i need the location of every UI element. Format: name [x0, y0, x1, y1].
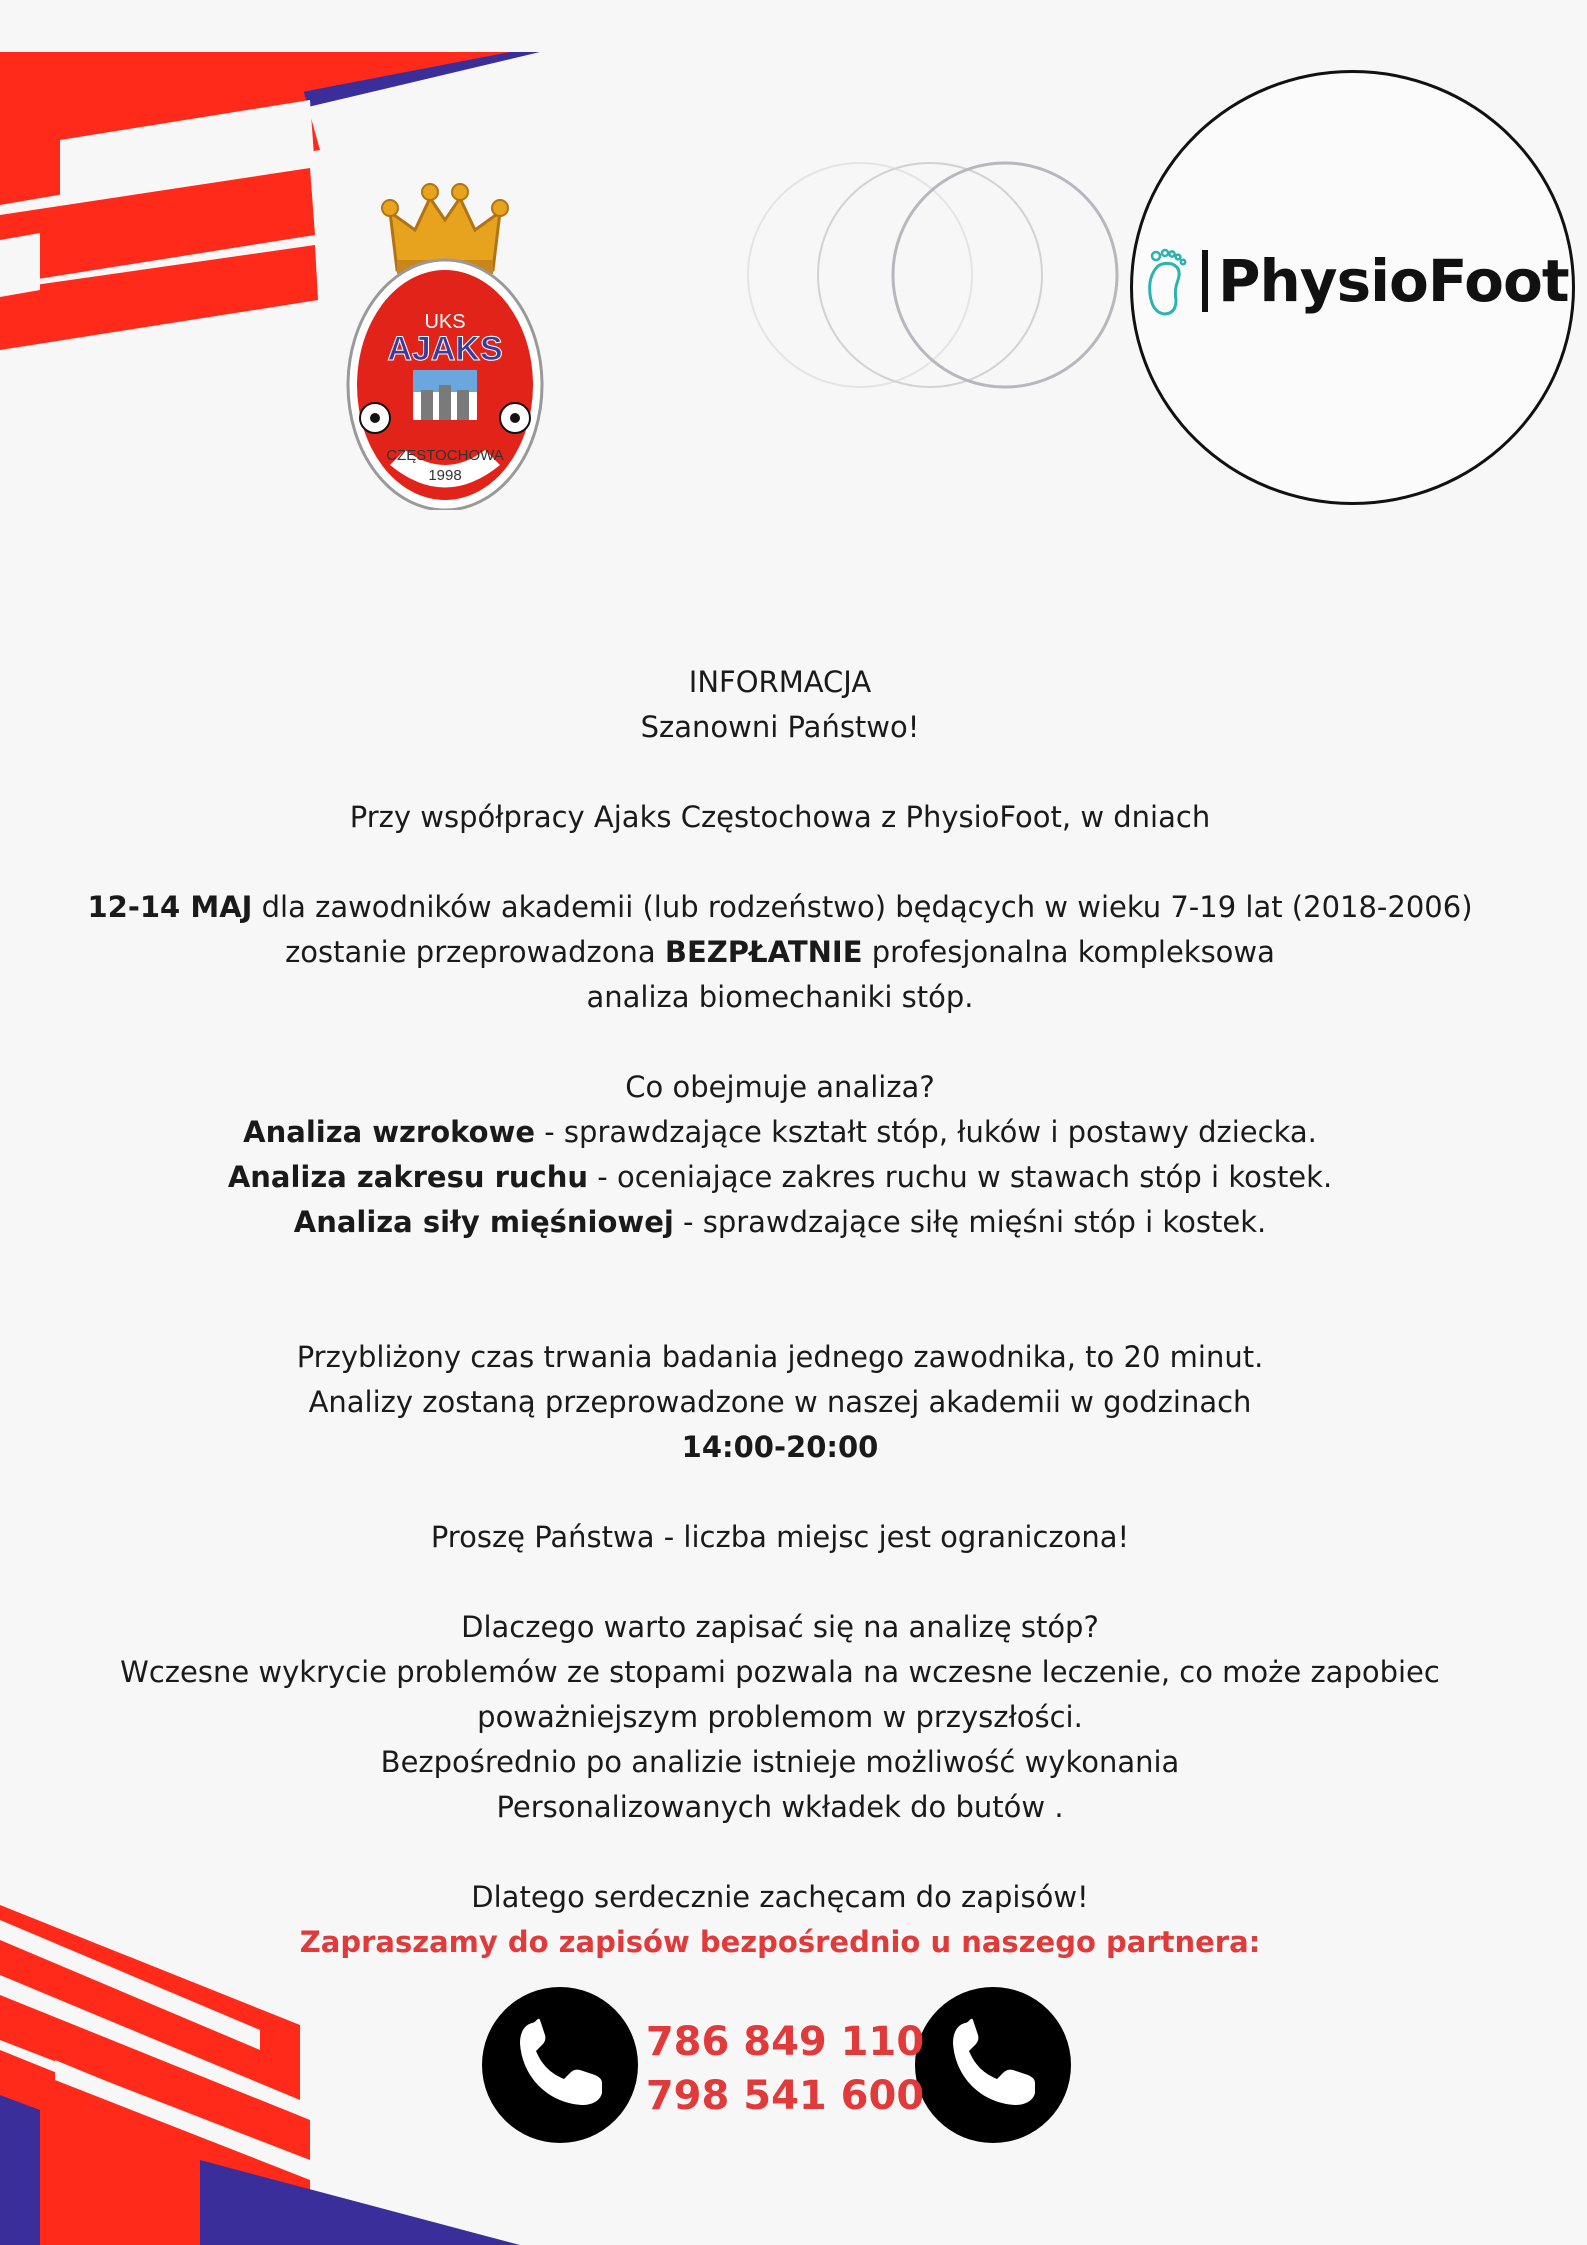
item-desc: - sprawdzające siłę mięśni stóp i kostek. [673, 1205, 1267, 1239]
dates-rest: dla zawodników akademii (lub rodzeństwo) będących w wieku 7-19 lat (2018-2006) [252, 890, 1473, 924]
why-line: poważniejszym problemom w przyszłości. [477, 1700, 1083, 1734]
physiofoot-logo [1140, 238, 1570, 328]
signup-line: Zapraszamy do zapisów bezpośrednio u naszego partnera: [299, 1925, 1261, 1959]
why-question: Dlaczego warto zapisać się na analizę stóp? [461, 1610, 1099, 1644]
hours: 14:00-20:00 [681, 1430, 879, 1464]
location-line: Analizy zostaną przeprowadzone w naszej akademii w godzinach [308, 1385, 1252, 1419]
physiofoot-wordmark: PhysioFoot [1218, 247, 1569, 315]
limited-line: Proszę Państwa - liczba miejsc jest ograniczona! [430, 1520, 1130, 1554]
notice-heading: INFORMACJA [688, 665, 872, 699]
foot-icon [1140, 246, 1190, 318]
svg-text:CZĘSTOCHOWA: CZĘSTOCHOWA [386, 447, 504, 464]
intro-line: Przy współpracy Ajaks Częstochowa z PhysioFoot, w dniach [349, 800, 1211, 834]
encourage-line: Dlatego serdecznie zachęcam do zapisów! [471, 1880, 1089, 1914]
item-title: Analiza zakresu ruchu [227, 1160, 589, 1194]
why-line: Wczesne wykrycie problemów ze stopami pozwala na wczesne leczenie, co może zapobiec [120, 1655, 1440, 1689]
free-pre: zostanie przeprowadzona [285, 935, 665, 969]
logo-divider [1202, 250, 1208, 312]
hours-line [60, 1425, 1500, 1470]
dates-bold: 12-14 MAJ [87, 890, 253, 924]
analysis-item [60, 1200, 1500, 1245]
insoles-line: Personalizowanych wkładek do butów . [496, 1790, 1064, 1824]
item-desc: - sprawdzające kształt stóp, łuków i postawy dziecka. [535, 1115, 1317, 1149]
what-question: Co obejmuje analiza? [625, 1070, 935, 1104]
item-desc: - oceniające zakres ruchu w stawach stóp i kostek. [588, 1160, 1333, 1194]
ajaks-crest-logo [335, 150, 555, 510]
svg-text:AJAKS: AJAKS [387, 330, 503, 368]
svg-text:1998: 1998 [428, 467, 462, 484]
free-post: profesjonalna kompleksowa [862, 935, 1275, 969]
insoles-line: Bezpośrednio po analizie istnieje możliwość wykonania [380, 1745, 1180, 1779]
phone-numbers [620, 2015, 950, 2123]
duration-line: Przybliżony czas trwania badania jednego zawodnika, to 20 minut. [296, 1340, 1264, 1374]
notice-body [60, 660, 1500, 1965]
item-title: Analiza wzrokowe [243, 1115, 536, 1149]
castle-icon [413, 370, 477, 440]
analysis-item [60, 1155, 1500, 1200]
analysis-item [60, 1110, 1500, 1155]
analysis-line: analiza biomechaniki stóp. [586, 980, 974, 1014]
phone-number-2[interactable]: 798 541 600 [645, 2073, 925, 2119]
dates-line [60, 885, 1500, 930]
free-line [60, 930, 1500, 975]
decorative-rings [740, 155, 1130, 405]
phone-number-1[interactable]: 786 849 110 [645, 2019, 925, 2065]
phone-icon [480, 1985, 640, 2145]
free-bold: BEZPŁATNIE [664, 935, 863, 969]
greeting: Szanowni Państwo! [640, 710, 920, 744]
item-title: Analiza siły mięśniowej [293, 1205, 674, 1239]
svg-text:UKS: UKS [424, 311, 466, 333]
